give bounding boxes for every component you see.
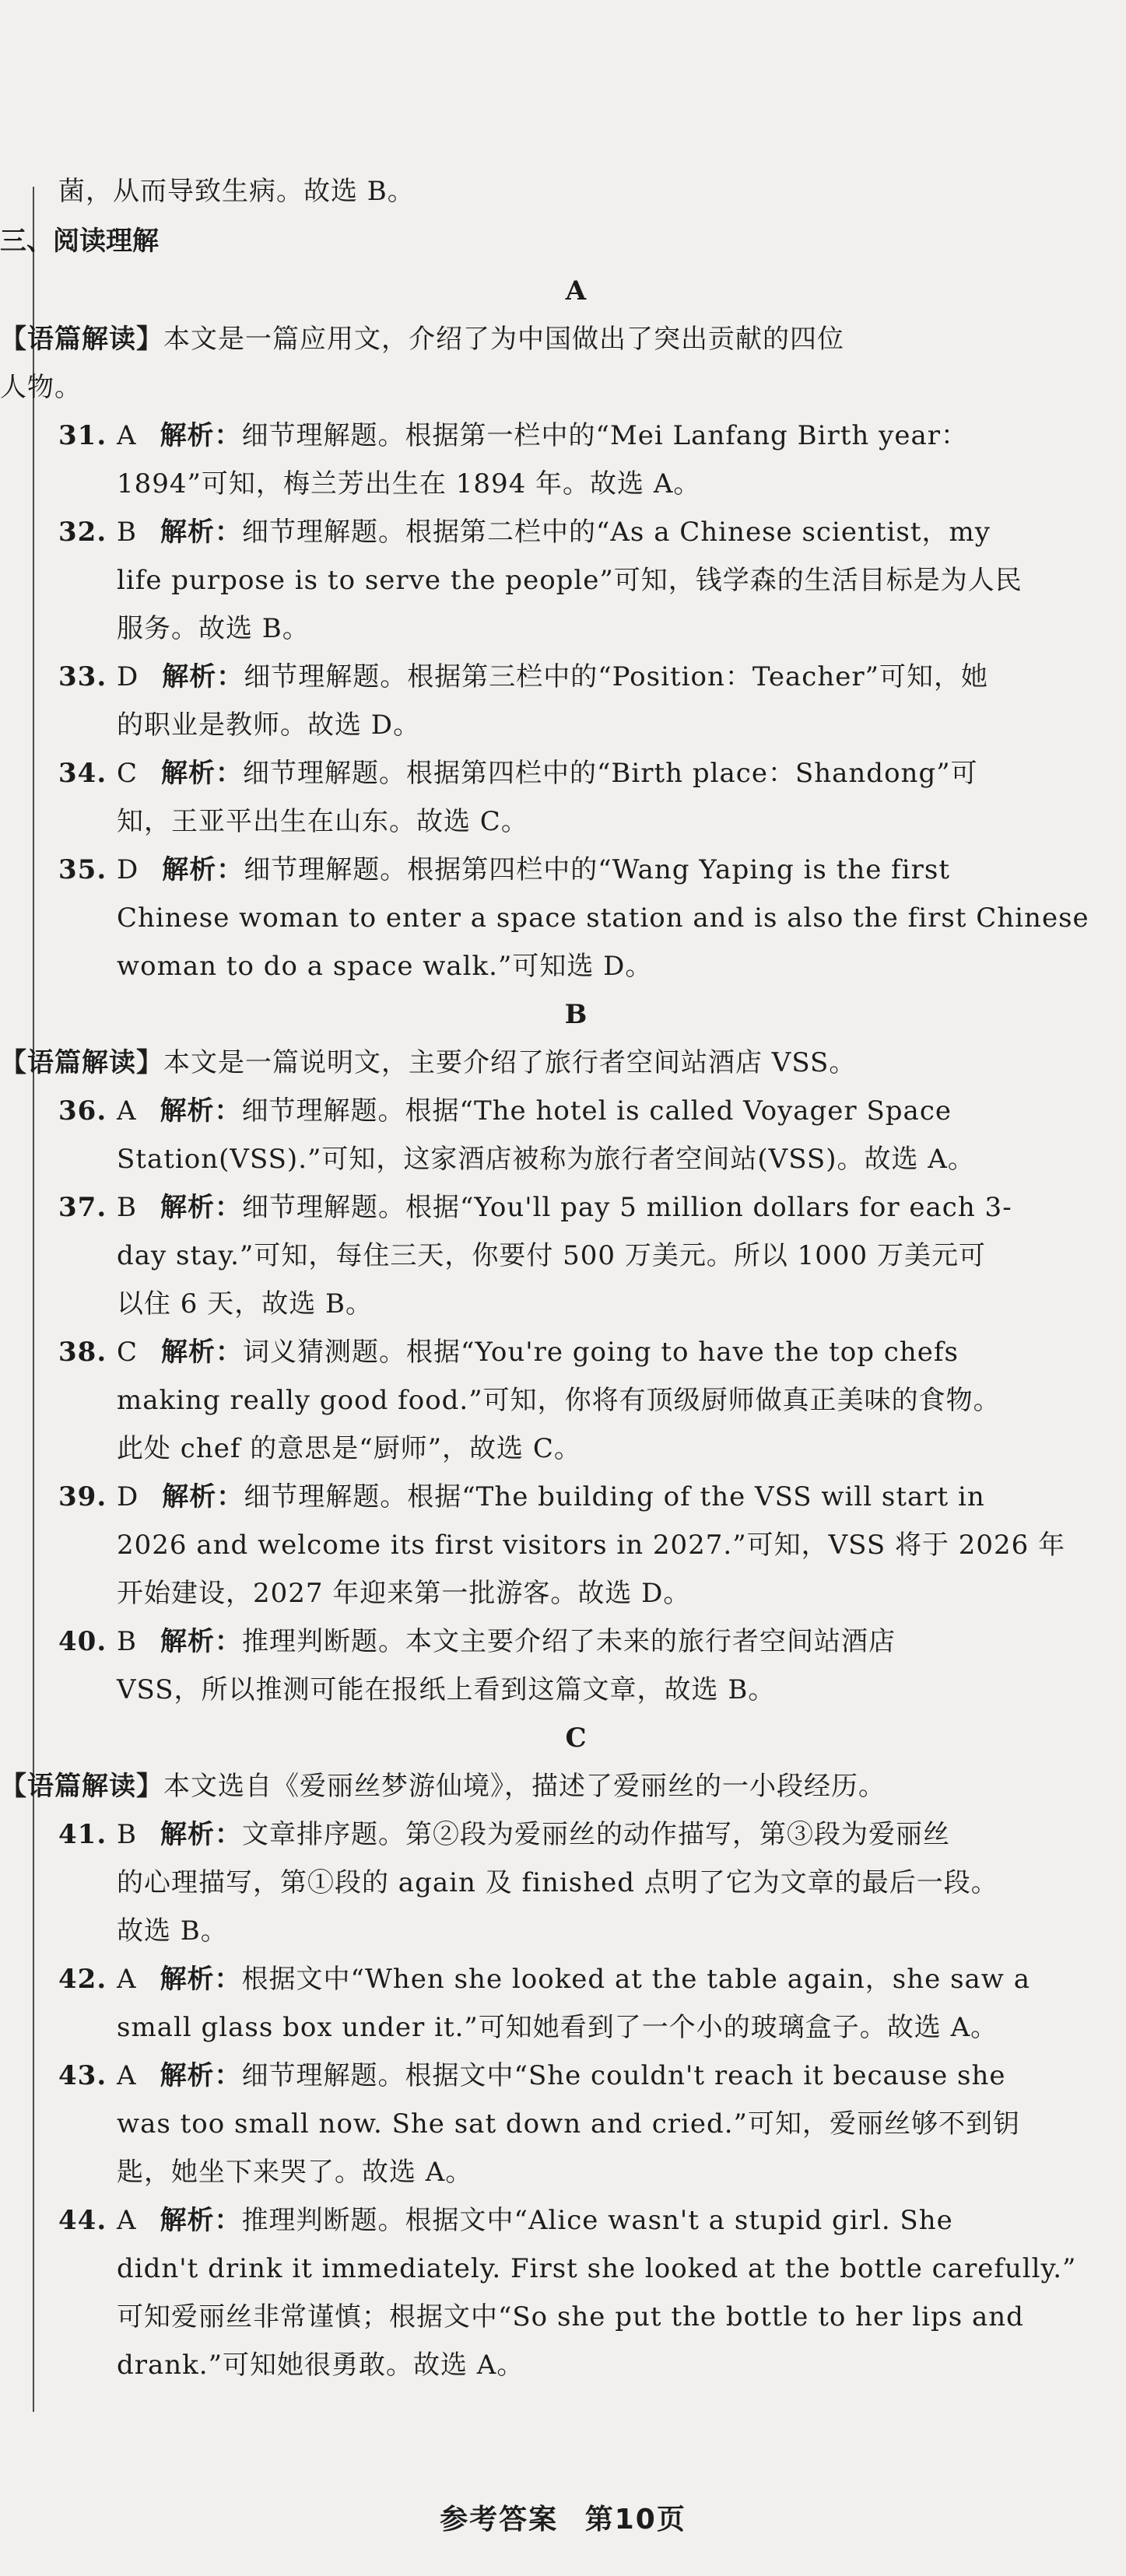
summary-label: 【语篇解读】 [0,1047,163,1078]
question-number [58,508,117,556]
question-num-text: 43. [58,2060,107,2091]
answer-text: drank.”可知她很勇敢。故选 A。 [117,2350,524,2381]
answer-line [58,412,1093,460]
section-title: 三、阅读理解 [0,226,159,257]
answer-text: 文章排序题。第②段为爱丽丝的动作描写，第③段为爱丽丝 [242,1819,950,1850]
answer-text: 细节理解题。根据第四栏中的“Birth place：Shandong”可 [243,758,978,789]
passage-summary-line [0,363,1093,412]
analysis-label: 解析： [160,2060,242,2091]
analysis-label: 解析： [160,420,242,451]
passage-summary-line [0,315,1093,363]
question-number [58,2196,117,2245]
question-num-text: 32. [58,517,107,548]
answer-text: Station(VSS).”可知，这家酒店被称为旅行者空间站(VSS)。故选 A。 [117,1144,975,1175]
answer-choice: B [117,1819,137,1850]
analysis-label: 解析： [160,2205,242,2236]
page-footer [0,2497,1126,2537]
answer-choice: A [117,1964,137,1995]
answer-choice: B [117,517,137,548]
answer-line [58,942,1093,990]
analysis-label: 解析： [160,1819,242,1850]
reading-parts [0,267,1093,2389]
analysis-label: 解析： [162,661,244,692]
footer-label: 参考答案 [440,2504,559,2536]
analysis-label: 解析： [161,758,244,789]
answer-choice: A [117,420,137,451]
reading-part [0,990,1093,1714]
answer-text: 以住 6 天，故选 B。 [117,1288,374,1320]
answer-text: was too small now. She sat down and cried.”可知，爱丽丝够不到钥 [117,2108,1020,2140]
answer-text: small glass box under it.”可知她看到了一个小的玻璃盒子。故选 A。 [117,2012,998,2043]
summary-text: 本文是一篇应用文，介绍了为中国做出了突出贡献的四位 [163,324,844,355]
question-num-text: 37. [58,1192,107,1223]
answer-line [58,1617,1093,1666]
answer-text: making really good food.”可知，你将有顶级厨师做真正美味的食物。 [117,1385,1001,1416]
question-number [58,1955,117,2003]
answer-line [58,1907,1093,1955]
analysis-label: 解析： [160,1964,242,1995]
answer-text: 根据文中“When she looked at the table again，she saw a [241,1964,1030,1995]
answer-text: 词义猜测题。根据“You're going to have the top chefs [243,1337,959,1368]
analysis-label: 解析： [161,1337,244,1368]
question-num-text: 34. [58,758,107,789]
answer-content [0,167,1093,2389]
answer-text: VSS，所以推测可能在报纸上看到这篇文章，故选 B。 [117,1674,776,1705]
answer-choice: D [117,1481,139,1512]
answer-line [58,508,1093,556]
answer-text: day stay.”可知，每住三天，你要付 500 万美元。所以 1000 万美元可 [117,1240,986,1271]
answer-text: 1894”可知，梅兰芳出生在 1894 年。故选 A。 [117,468,701,499]
question-num-text: 38. [58,1337,107,1368]
answer-line [58,701,1093,749]
answer-line [58,894,1093,942]
answer-text: 细节理解题。根据第四栏中的“Wang Yaping is the first [244,854,951,885]
answer-line [58,1280,1093,1328]
answer-line [58,1183,1093,1232]
summary-label: 【语篇解读】 [0,324,163,355]
answer-line [58,2196,1093,2245]
page-number: 第10页 [584,2504,686,2536]
question-number [58,1617,117,1666]
answer-line [58,460,1093,508]
analysis-label: 解析： [160,1626,242,1657]
answer-text: didn't drink it immediately. First she looked at the bottle carefully.” [117,2253,1077,2284]
intro-line: 菌，从而导致生病。故选 B。 [58,176,415,207]
answer-choice: C [117,758,139,789]
answer-choice: D [117,854,139,885]
answer-choice: B [117,1626,137,1657]
answer-text: life purpose is to serve the people”可知，钱学森的生活目标是为人民 [117,565,1023,596]
part-letter: A [565,275,587,307]
answer-text: 服务。故选 B。 [117,613,310,644]
answer-text: 此处 chef 的意思是“厨师”，故选 C。 [117,1433,581,1464]
answer-line [58,2293,1093,2341]
answer-choice: C [117,1337,139,1368]
answer-text: Chinese woman to enter a space station and is also the first Chinese [117,902,1089,934]
question-num-text: 39. [58,1481,107,1512]
answer-line [58,846,1093,894]
answer-text: 2026 and welcome its first visitors in 2027.”可知，VSS 将于 2026 年 [117,1530,1066,1561]
answer-text: 知，王亚平出生在山东。故选 C。 [117,806,528,837]
answer-text: 的心理描写，第①段的 again 及 finished 点明了它为文章的最后一段。 [117,1867,998,1898]
question-number [58,653,117,701]
analysis-label: 解析： [160,1192,242,1223]
part-letter: B [564,999,588,1030]
answer-line [58,1955,1093,2003]
question-num-text: 31. [58,420,107,451]
answer-text: 细节理解题。根据第一栏中的“Mei Lanfang Birth year： [241,420,968,451]
question-number [58,846,117,894]
question-number [58,1087,117,1135]
answer-text: 匙，她坐下来哭了。故选 A。 [117,2157,473,2188]
part-letter: C [565,1723,587,1754]
answer-line [58,605,1093,653]
answer-line [58,2003,1093,2052]
answer-line [58,2100,1093,2148]
answer-line [58,1859,1093,1907]
answer-text: 细节理解题。根据第三栏中的“Position：Teacher”可知，她 [244,661,988,692]
answer-line [58,653,1093,701]
answer-choice: B [117,1192,137,1223]
analysis-label: 解析： [160,517,242,548]
answer-line [58,556,1093,605]
answer-line [58,749,1093,797]
margin-line [33,187,34,2412]
answer-text: 可知爱丽丝非常谨慎；根据文中“So she put the bottle to her lips and [117,2301,1024,2332]
analysis-label: 解析： [162,1481,244,1512]
question-num-text: 36. [58,1095,107,1127]
question-number [58,1183,117,1232]
question-number [58,1328,117,1376]
analysis-label: 解析： [162,854,244,885]
answer-line [58,2148,1093,2196]
answer-choice: A [117,1095,137,1127]
question-num-text: 41. [58,1819,107,1850]
question-num-text: 35. [58,854,107,885]
question-number [58,2052,117,2100]
summary-label: 【语篇解读】 [0,1771,163,1802]
answer-line [58,1087,1093,1135]
reading-part [0,1714,1093,2389]
summary-text: 人物。 [0,372,82,403]
answer-text: 推理判断题。本文主要介绍了未来的旅行者空间站酒店 [242,1626,896,1657]
question-number [58,412,117,460]
answer-text: 细节理解题。根据“The building of the VSS will start in [244,1481,985,1512]
answer-line [58,1135,1093,1183]
answer-text: 细节理解题。根据第二栏中的“As a Chinese scientist，my [242,517,991,548]
analysis-label: 解析： [160,1095,242,1127]
answer-choice: A [117,2060,137,2091]
answer-line [58,1425,1093,1473]
answer-choice: A [117,2205,137,2236]
passage-summary-line [0,1039,1093,1087]
answer-line [58,1521,1093,1569]
answer-text: 推理判断题。根据文中“Alice wasn't a stupid girl. She [241,2205,953,2236]
question-number [58,1473,117,1521]
answer-line [58,1376,1093,1425]
question-num-text: 44. [58,2205,107,2236]
answer-line [58,1232,1093,1280]
answer-line [58,1666,1093,1714]
answer-line [58,1569,1093,1617]
reading-part [0,267,1093,990]
answer-line [58,2052,1093,2100]
answer-text: 故选 B。 [117,1915,228,1947]
answer-text: 的职业是教师。故选 D。 [117,710,421,741]
summary-text: 本文选自《爱丽丝梦游仙境》，描述了爱丽丝的一小段经历。 [163,1771,886,1802]
passage-summary-line [0,1762,1093,1810]
answer-line [58,2245,1093,2293]
question-num-text: 42. [58,1964,107,1995]
answer-line [58,1328,1093,1376]
answer-line [58,1810,1093,1859]
answer-text: 细节理解题。根据文中“She couldn't reach it because she [241,2060,1006,2091]
question-number [58,749,117,797]
answer-line [58,2341,1093,2389]
answer-choice: D [117,661,139,692]
answer-text: woman to do a space walk.”可知选 D。 [117,951,653,982]
answer-text: 细节理解题。根据“The hotel is called Voyager Space [241,1095,952,1127]
question-num-text: 33. [58,661,107,692]
summary-text: 本文是一篇说明文，主要介绍了旅行者空间站酒店 VSS。 [163,1047,857,1078]
answer-text: 细节理解题。根据“You'll pay 5 million dollars for each 3- [242,1192,1012,1223]
answer-text: 开始建设，2027 年迎来第一批游客。故选 D。 [117,1578,691,1609]
answer-line [58,1473,1093,1521]
answer-line [58,797,1093,846]
question-num-text: 40. [58,1626,107,1657]
question-number [58,1810,117,1859]
